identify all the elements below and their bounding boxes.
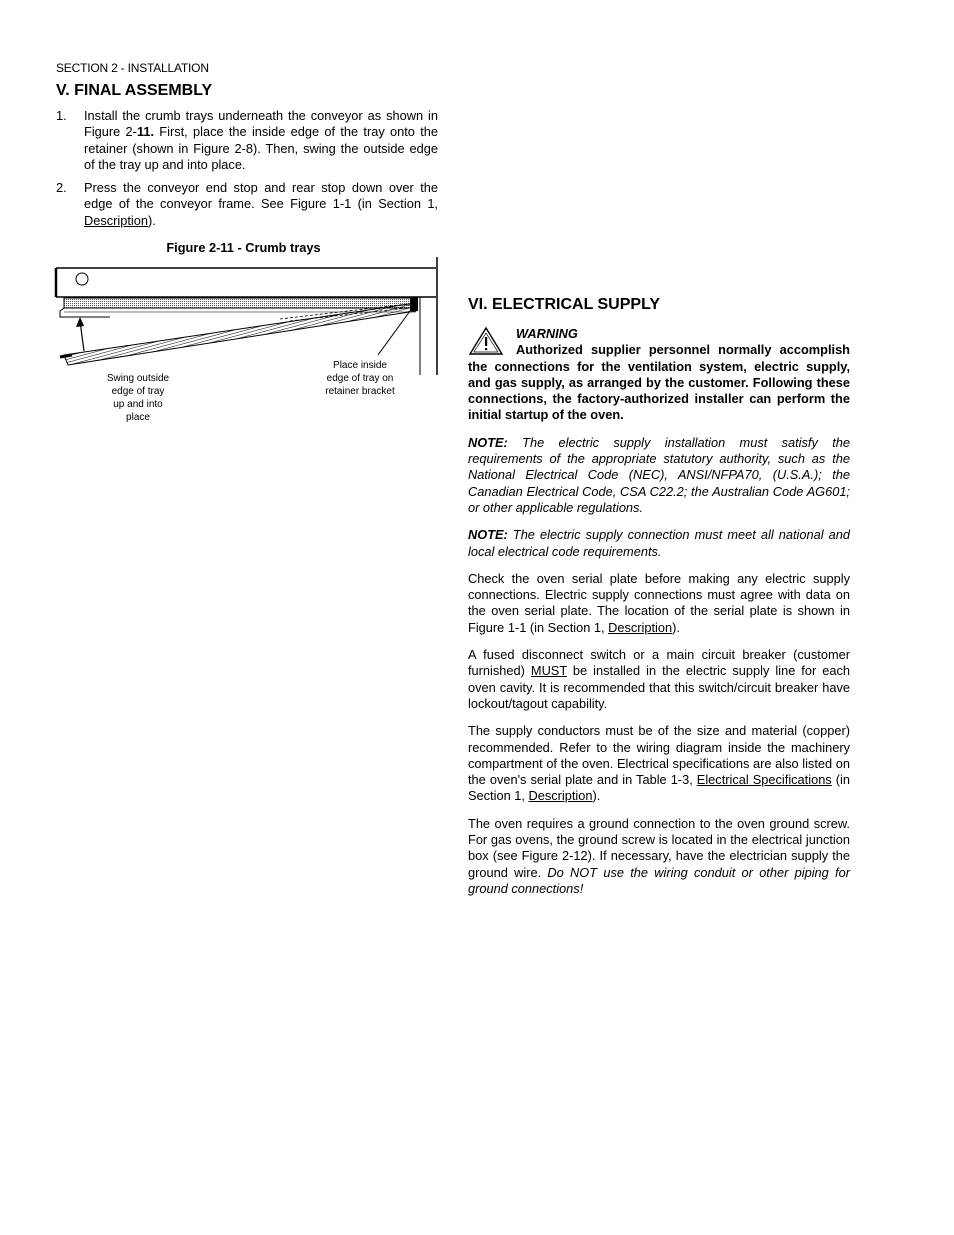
item-text: ). <box>148 212 156 228</box>
list-item <box>56 108 438 173</box>
item-number: 2. <box>56 180 67 196</box>
final-assembly-steps <box>56 108 438 236</box>
item-text: Install the crumb trays underneath the conveyor as shown in Figure 2- <box>84 108 438 140</box>
description-link[interactable]: Description <box>84 212 149 228</box>
warning-text: Authorized supplier personnel normally accomplish the connections for the ventilation system, electric supply, and gas supply, as arranged by the customer. Following these connections, the factory-authorized installer can perform the initial startup of the oven. <box>468 342 850 423</box>
electrical-supply-body <box>468 326 850 908</box>
must-emphasis: MUST <box>530 663 567 679</box>
item-text: Press the conveyor end stop and rear stop down over the edge of the conveyor frame. See Figure 1-1 (in Section 1, <box>84 180 438 212</box>
ground-warning-italic: Do NOT use the wiring conduit or other piping for ground connections! <box>468 864 850 896</box>
note-label: NOTE: <box>468 434 508 450</box>
description-link[interactable]: Description <box>608 619 673 635</box>
ground-connection-paragraph: The oven requires a ground connection to the oven ground screw. For gas ovens, the ground screw is located in the electrical junction box (see Figure 2-12). If necessary, have the electrician supply the ground wire. Do NOT use the wiring conduit or other piping for ground connections! <box>468 815 850 896</box>
note-label: NOTE: <box>468 527 508 543</box>
item-text: First, place the inside edge of the tray onto the retainer (shown in Figure 2-8). Then, swing the outside edge of the tray up and into place. <box>84 124 438 172</box>
item-text-bold: 11. <box>136 124 155 140</box>
electrical-supply-heading: VI. ELECTRICAL SUPPLY <box>468 296 661 313</box>
swing-tray-label: Swing outside edge of tray up and into place <box>106 373 170 423</box>
list-item <box>56 180 438 229</box>
warning-block <box>468 326 850 424</box>
note-paragraph: NOTE: The electric supply installation must satisfy the requirements of the appropriate statutory authority, such as the National Electrical Code (NEC), ANSI/NFPA70, (U.S.A.); the Canadian Electrical Code, CSA C22.2; the Australian Code AG601; or other applicable regulations. <box>468 434 850 515</box>
disconnect-switch-paragraph: A fused disconnect switch or a main circuit breaker (customer furnished) MUST be installed in the electric supply line for each oven cavity. It is recommended that this switch/circuit breaker have lockout/tagout capability. <box>468 647 850 711</box>
final-assembly-heading: V. FINAL ASSEMBLY <box>56 82 213 99</box>
supply-conductors-paragraph: The supply conductors must be of the size and material (copper) recommended. Refer to the wiring diagram inside the machinery compartment of the oven. Electrical specifications are also listed on the oven's serial plate and in Table 1-3, Electrical Specifications (in Section 1, Description). <box>468 723 850 804</box>
note-paragraph: NOTE: The electric supply connection must meet all national and local electrical code requirements. <box>468 527 850 559</box>
item-number: 1. <box>56 108 67 123</box>
section-header: SECTION 2 - INSTALLATION <box>56 61 209 75</box>
warning-triangle-icon <box>468 326 504 356</box>
warning-heading: WARNING <box>516 326 578 341</box>
figure-caption: Figure 2-11 - Crumb trays <box>166 240 321 255</box>
crumb-tray-figure <box>50 255 442 435</box>
serial-plate-paragraph: Check the oven serial plate before making any electric supply connections. Electric supply connections must agree with data on the oven serial plate. The location of the serial plate is shown in Figure 1-1 (in Section 1, Description). <box>468 570 850 635</box>
electrical-specs-link[interactable]: Electrical Specifications <box>696 772 832 788</box>
description-link[interactable]: Description <box>528 788 593 804</box>
retainer-label: Place inside edge of tray on retainer bracket <box>325 360 395 397</box>
